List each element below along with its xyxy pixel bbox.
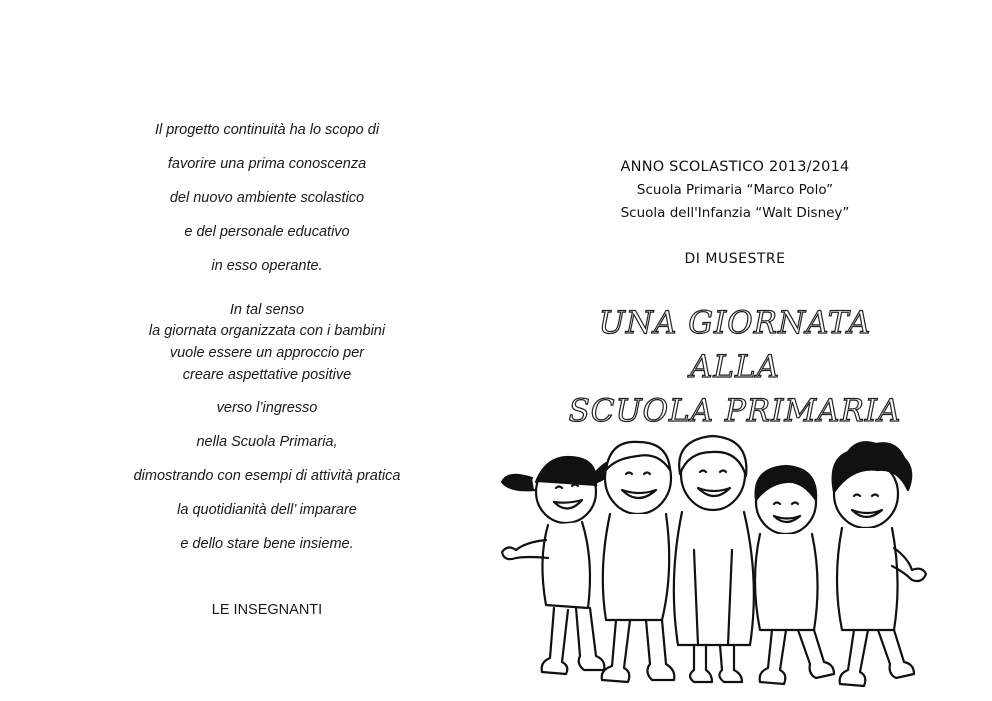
intro-line: dimostrando con esempi di attività pratica: [133, 468, 401, 484]
intro-line: vuole essere un approccio per: [169, 345, 365, 361]
school-year: ANNO SCOLASTICO 2013/2014: [620, 159, 850, 175]
intro-line: la giornata organizzata con i bambini: [148, 323, 386, 339]
children-group-illustration: [498, 430, 928, 692]
child-3-drawing: [674, 436, 754, 682]
town-name: DI MUSESTRE: [684, 251, 786, 267]
intro-line: favorire una prima conoscenza: [167, 156, 367, 172]
intro-line: nella Scuola Primaria,: [196, 434, 338, 450]
child-5-drawing: [833, 442, 926, 686]
intro-line: del nuovo ambiente scolastico: [169, 190, 365, 206]
intro-line: In tal senso: [229, 302, 305, 318]
child-2-drawing: [602, 442, 675, 682]
child-1-drawing: [502, 457, 618, 674]
intro-line: e dello stare bene insieme.: [180, 536, 354, 552]
title-line-1: UNA GIORNATA: [598, 305, 872, 341]
kindergarten-name: Scuola dell'Infanzia “Walt Disney”: [620, 205, 850, 221]
teachers-signature: LE INSEGNANTI: [211, 602, 323, 618]
intro-line: in esso operante.: [211, 258, 323, 274]
title-line-3: SCUOLA PRIMARIA: [568, 393, 902, 429]
child-4-drawing: [755, 466, 834, 684]
intro-line: creare aspettative positive: [182, 367, 352, 383]
intro-line: verso l’ingresso: [216, 400, 318, 416]
intro-line: e del personale educativo: [184, 224, 350, 240]
title-line-2: ALLA: [690, 349, 780, 385]
primary-school-name: Scuola Primaria “Marco Polo”: [636, 182, 834, 198]
intro-line: Il progetto continuità ha lo scopo di: [154, 122, 380, 138]
intro-line: la quotidianità dell’ imparare: [177, 502, 357, 518]
